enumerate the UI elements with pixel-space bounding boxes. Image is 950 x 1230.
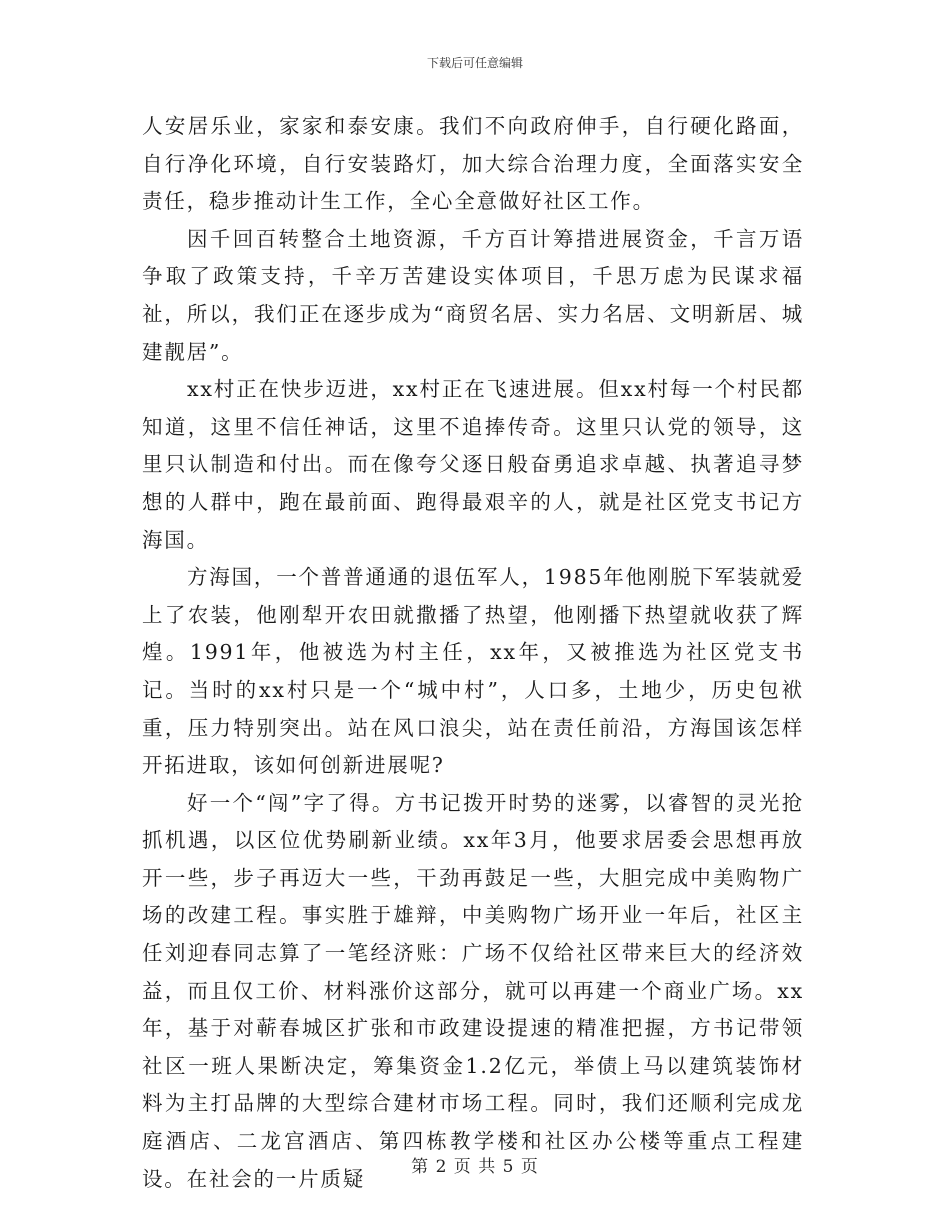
paragraph-2: 因千回百转整合土地资源，千方百计筹措进展资金，千言万语争取了政策支持，千辛万苦建设实体项目，千思万虑为民谋求福祉，所以，我们正在逐步成为“商贸名居、实力名居、文明新居、城建靓居”。 xyxy=(142,226,804,364)
paragraph-5: 好一个“闯”字了得。方书记拨开时势的迷雾，以睿智的灵光抢抓机遇，以区位优势刷新业绩。xx年3月，他要求居委会思想再放开一些，步子再迈大一些，干劲再鼓足一些，大胆完成中美购物广场的改建工程。事实胜于雄辩，中美购物广场开业一年后，社区主任刘迎春同志算了一笔经济账：广场不仅给社区带来巨大的经济效益，而且仅工价、材料涨价这部分，就可以再建一个商业广场。xx年，基于对蕲春城区扩张和市政建设提速的精准把握，方书记带领社区一班人果断决定，筹集资金1.2亿元，举债上马以建筑装饰材料为主打品牌的大型综合建材市场工程。同时，我们还顺利完成龙庭酒店、二龙宫酒店、第四栋教学楼和社区办公楼等重点工程建设。在社会的一片质疑 xyxy=(142,790,804,1191)
paragraph-3: xx村正在快步迈进，xx村正在飞速进展。但xx村每一个村民都知道，这里不信任神话，这里不追捧传奇。这里只认党的领导，这里只认制造和付出。而在像夸父逐日般奋勇追求卓越、执著追寻梦想的人群中，跑在最前面、跑得最艰辛的人，就是社区党支书记方海国。 xyxy=(142,377,804,552)
paragraph-4: 方海国，一个普普通通的退伍军人，1985年他刚脱下军装就爱上了农装，他刚犁开农田就撒播了热望，他刚播下热望就收获了辉煌。1991年，他被选为村主任，xx年，又被推选为社区党支书记。当时的xx村只是一个“城中村”，人口多，土地少，历史包袱重，压力特别突出。站在风口浪尖，站在责任前沿，方海国该怎样开拓进取，该如何创新进展呢? xyxy=(142,565,804,778)
paragraph-1: 人安居乐业，家家和泰安康。我们不向政府伸手，自行硬化路面，自行净化环境，自行安装路灯，加大综合治理力度，全面落实安全责任，稳步推动计生工作，全心全意做好社区工作。 xyxy=(142,114,804,214)
document-body xyxy=(142,108,804,1198)
page-number-footer: 第 2 页 共 5 页 xyxy=(411,1157,539,1177)
page-header-note: 下载后可任意编辑 xyxy=(426,56,523,70)
